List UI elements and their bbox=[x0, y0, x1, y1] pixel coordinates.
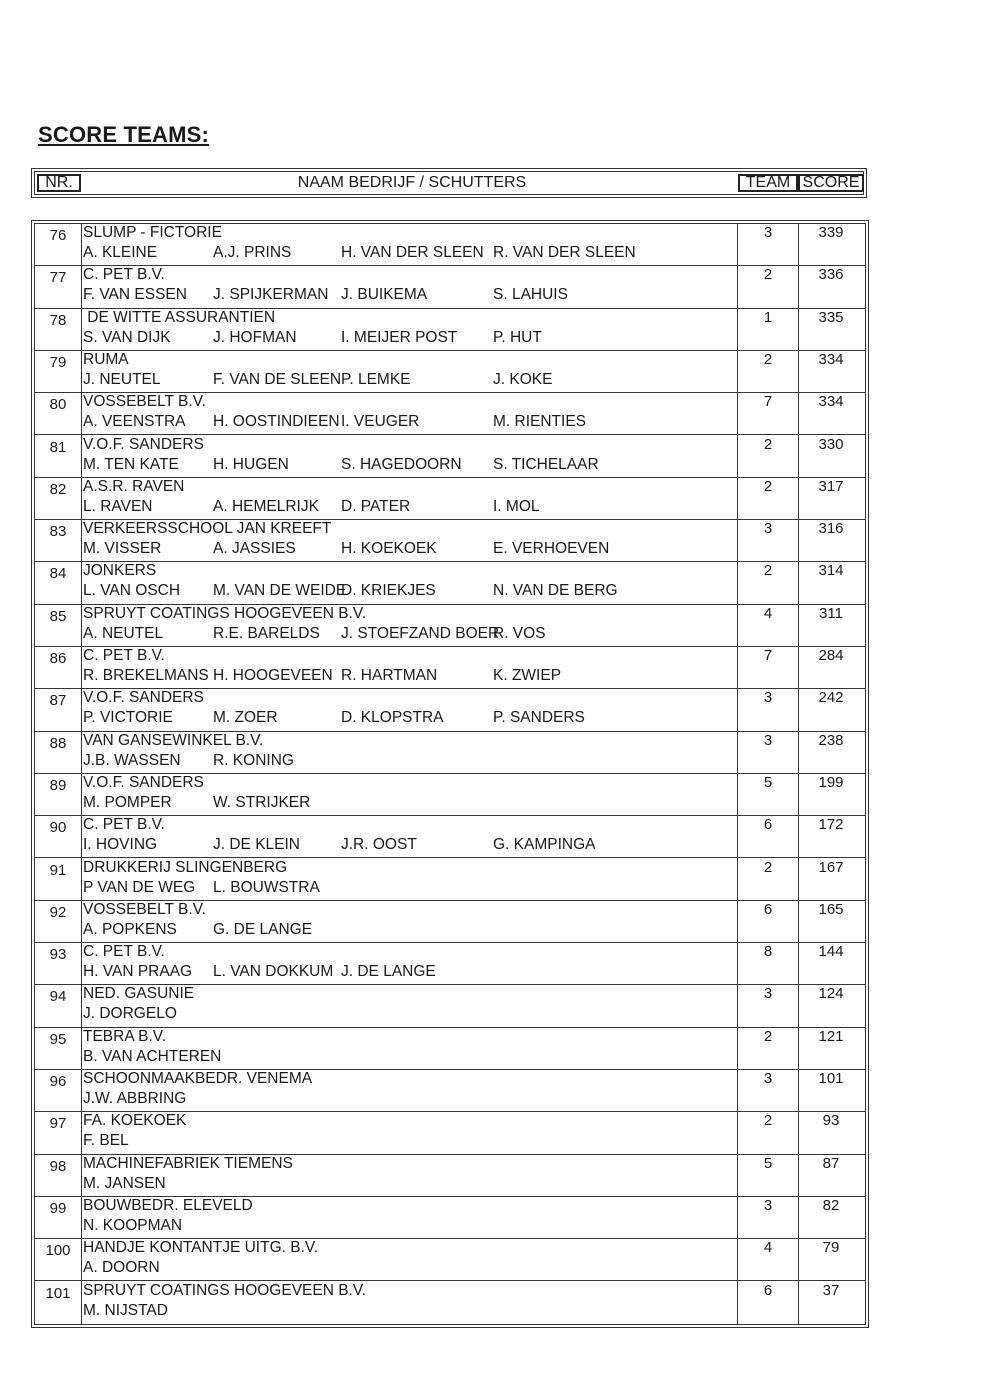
row-score: 330 bbox=[818, 435, 844, 453]
row-score: 144 bbox=[818, 943, 844, 961]
player-name: I. MEIJER POST bbox=[341, 328, 458, 346]
row-players bbox=[83, 921, 738, 942]
player-name: M. ZOER bbox=[213, 709, 278, 727]
row-team: 2 bbox=[763, 858, 773, 876]
row-company: RUMA bbox=[83, 350, 129, 368]
header-name: NAAM BEDRIJF / SCHUTTERS bbox=[297, 174, 527, 191]
table-row bbox=[35, 436, 865, 478]
player-name: R. KONING bbox=[213, 751, 294, 769]
player-name: M. VAN DE WEIDE bbox=[213, 582, 347, 600]
row-players bbox=[83, 329, 738, 350]
row-nr: 97 bbox=[49, 1115, 67, 1133]
row-company: NED. GASUNIE bbox=[83, 985, 195, 1003]
row-score: 335 bbox=[818, 308, 844, 326]
row-nr: 88 bbox=[49, 734, 67, 752]
player-name: A. POPKENS bbox=[83, 920, 177, 938]
player-name: F. VAN DE SLEEN bbox=[213, 370, 342, 388]
row-team: 8 bbox=[763, 943, 773, 961]
player-name: P. HUT bbox=[493, 328, 542, 346]
row-score: 93 bbox=[822, 1112, 840, 1130]
table-row bbox=[35, 732, 865, 774]
row-score: 121 bbox=[818, 1027, 844, 1045]
row-score: 311 bbox=[819, 604, 843, 622]
player-name: A. JASSIES bbox=[213, 540, 296, 558]
row-score: 37 bbox=[822, 1281, 840, 1299]
row-team: 7 bbox=[763, 647, 773, 664]
row-team: 5 bbox=[763, 1154, 773, 1172]
row-score: 124 bbox=[818, 985, 844, 1003]
row-players bbox=[83, 667, 738, 688]
player-name: F. VAN ESSEN bbox=[83, 286, 187, 304]
player-name: W. STRIJKER bbox=[213, 793, 311, 811]
row-company: C. PET B.V. bbox=[83, 816, 165, 834]
row-nr: 87 bbox=[49, 692, 67, 710]
row-company: MACHINEFABRIEK TIEMENS bbox=[83, 1154, 293, 1172]
row-score: 336 bbox=[818, 266, 844, 284]
player-name: J.R. OOST bbox=[341, 836, 417, 854]
player-name: I. VEUGER bbox=[341, 413, 420, 431]
row-score: 199 bbox=[818, 773, 844, 791]
row-nr: 79 bbox=[49, 353, 67, 371]
row-nr: 82 bbox=[49, 480, 67, 498]
row-company: VOSSEBELT B.V. bbox=[83, 393, 206, 411]
table-row bbox=[35, 605, 865, 647]
player-name: A.J. PRINS bbox=[213, 244, 292, 261]
table-row bbox=[35, 393, 865, 435]
row-company: SCHOONMAAKBEDR. VENEMA bbox=[83, 1070, 313, 1087]
header-score: SCORE bbox=[798, 174, 864, 192]
table-row bbox=[35, 1070, 865, 1112]
row-players bbox=[83, 794, 738, 815]
row-company: VOSSEBELT B.V. bbox=[83, 900, 206, 918]
row-team: 2 bbox=[763, 350, 773, 368]
row-company: VAN GANSEWINKEL B.V. bbox=[83, 731, 264, 749]
row-team: 3 bbox=[763, 985, 773, 1003]
row-players bbox=[83, 963, 738, 984]
player-name: D. PATER bbox=[341, 497, 411, 515]
row-nr: 76 bbox=[49, 227, 67, 244]
player-name: J.W. ABBRING bbox=[83, 1090, 187, 1107]
row-nr: 83 bbox=[49, 523, 67, 541]
player-name: J. BUIKEMA bbox=[341, 286, 428, 304]
row-score: 238 bbox=[818, 731, 844, 749]
row-score: 316 bbox=[818, 520, 844, 538]
player-name: S. TICHELAAR bbox=[493, 455, 599, 473]
row-team: 2 bbox=[763, 435, 773, 453]
row-score: 82 bbox=[822, 1196, 840, 1214]
player-name: H. OOSTINDIEEN bbox=[213, 413, 340, 431]
row-company: FA. KOEKOEK bbox=[83, 1112, 187, 1130]
player-name: P. LEMKE bbox=[341, 370, 411, 388]
player-name: J. NEUTEL bbox=[83, 370, 161, 388]
row-players bbox=[83, 879, 738, 900]
player-name: D. KLOPSTRA bbox=[341, 709, 444, 727]
player-name: G. DE LANGE bbox=[213, 920, 313, 938]
player-name: H. HUGEN bbox=[213, 455, 289, 473]
player-name: J. STOEFZAND BOER bbox=[341, 624, 500, 642]
player-name: R. VAN DER SLEEN bbox=[493, 244, 636, 261]
player-name: I. MOL bbox=[493, 497, 540, 515]
player-name: K. ZWIEP bbox=[493, 667, 562, 684]
row-team: 3 bbox=[763, 1196, 773, 1214]
player-name: N. KOOPMAN bbox=[83, 1216, 183, 1234]
row-team: 3 bbox=[763, 224, 773, 241]
row-team: 4 bbox=[763, 1239, 773, 1257]
row-players bbox=[83, 1048, 738, 1069]
row-players bbox=[83, 1217, 738, 1238]
row-players bbox=[83, 498, 738, 519]
table-header bbox=[31, 168, 867, 198]
player-name: E. VERHOEVEN bbox=[493, 540, 610, 558]
row-company: V.O.F. SANDERS bbox=[83, 773, 204, 791]
row-score: 167 bbox=[818, 858, 844, 876]
table-row bbox=[35, 647, 865, 689]
row-score: 87 bbox=[822, 1154, 840, 1172]
player-name: I. HOVING bbox=[83, 836, 158, 854]
score-table bbox=[31, 220, 869, 1328]
player-name: S. HAGEDOORN bbox=[341, 455, 462, 473]
row-nr: 94 bbox=[49, 988, 67, 1006]
table-row bbox=[35, 1239, 865, 1281]
player-name: M. NIJSTAD bbox=[83, 1301, 168, 1319]
row-score: 317 bbox=[818, 477, 844, 495]
row-team: 6 bbox=[763, 816, 773, 834]
table-row bbox=[35, 520, 865, 562]
row-nr: 99 bbox=[49, 1199, 67, 1217]
table-header-inner bbox=[34, 171, 864, 195]
row-company: HANDJE KONTANTJE UITG. B.V. bbox=[83, 1239, 319, 1257]
row-nr: 86 bbox=[49, 650, 67, 667]
player-name: J. DORGELO bbox=[83, 1005, 177, 1023]
row-score: 242 bbox=[818, 689, 844, 707]
player-name: S. LAHUIS bbox=[493, 286, 568, 304]
player-name: M. POMPER bbox=[83, 793, 172, 811]
row-players bbox=[83, 1175, 738, 1196]
row-score: 334 bbox=[818, 393, 844, 411]
row-company: SPRUYT COATINGS HOOGEVEEN B.V. bbox=[83, 604, 367, 622]
table-row bbox=[35, 478, 865, 520]
row-nr: 96 bbox=[49, 1073, 67, 1090]
row-players bbox=[83, 1259, 738, 1280]
row-score: 79 bbox=[822, 1239, 840, 1257]
row-players bbox=[83, 540, 738, 561]
player-name: R.E. BARELDS bbox=[213, 624, 320, 642]
player-name: A. VEENSTRA bbox=[83, 413, 186, 431]
row-players bbox=[83, 625, 738, 646]
player-name: J. KOKE bbox=[493, 370, 553, 388]
row-company: C. PET B.V. bbox=[83, 943, 165, 961]
row-players bbox=[83, 1005, 738, 1026]
row-nr: 98 bbox=[49, 1157, 67, 1175]
row-company: DRUKKERIJ SLINGENBERG bbox=[83, 858, 288, 876]
table-row bbox=[35, 1112, 865, 1154]
row-nr: 91 bbox=[49, 861, 67, 879]
row-company: VERKEERSSCHOOL JAN KREEFT bbox=[83, 520, 332, 538]
row-score: 339 bbox=[818, 224, 844, 241]
row-players bbox=[83, 709, 738, 730]
row-team: 3 bbox=[763, 689, 773, 707]
row-players bbox=[83, 836, 738, 857]
player-name: J. DE LANGE bbox=[341, 963, 436, 981]
table-row bbox=[35, 351, 865, 393]
row-team: 6 bbox=[763, 1281, 773, 1299]
row-players bbox=[83, 244, 738, 265]
header-team: TEAM bbox=[738, 174, 798, 192]
table-row bbox=[35, 1155, 865, 1197]
player-name: A. NEUTEL bbox=[83, 624, 164, 642]
player-name: A. DOORN bbox=[83, 1259, 160, 1277]
row-nr: 81 bbox=[49, 438, 67, 456]
player-name: H. VAN DER SLEEN bbox=[341, 244, 484, 261]
row-players bbox=[83, 1090, 738, 1111]
row-score: 165 bbox=[818, 900, 844, 918]
player-name: M. VISSER bbox=[83, 540, 162, 558]
row-company: A.S.R. RAVEN bbox=[83, 477, 185, 495]
player-name: H. HOOGEVEEN bbox=[213, 667, 333, 684]
player-name: P. SANDERS bbox=[493, 709, 585, 727]
row-team: 2 bbox=[763, 477, 773, 495]
row-company: SLUMP - FICTORIE bbox=[83, 224, 222, 241]
row-score: 314 bbox=[818, 562, 844, 580]
row-company: C. PET B.V. bbox=[83, 266, 165, 284]
table-row bbox=[35, 266, 865, 308]
row-nr: 100 bbox=[45, 1242, 71, 1260]
player-name: B. VAN ACHTEREN bbox=[83, 1047, 222, 1065]
score-table-body bbox=[34, 223, 866, 1325]
player-name: J. HOFMAN bbox=[213, 328, 297, 346]
row-nr: 84 bbox=[49, 565, 67, 583]
table-row bbox=[35, 901, 865, 943]
player-name: P. VICTORIE bbox=[83, 709, 173, 727]
row-players bbox=[83, 752, 738, 773]
table-row bbox=[35, 1282, 865, 1324]
player-name: D. KRIEKJES bbox=[341, 582, 436, 600]
player-name: G. KAMPINGA bbox=[493, 836, 596, 854]
row-team: 6 bbox=[763, 900, 773, 918]
table-row bbox=[35, 859, 865, 901]
row-company: BOUWBEDR. ELEVELD bbox=[83, 1196, 253, 1214]
row-players bbox=[83, 413, 738, 434]
row-players bbox=[83, 371, 738, 392]
row-team: 7 bbox=[763, 393, 773, 411]
row-nr: 80 bbox=[49, 396, 67, 414]
player-name: S. VAN DIJK bbox=[83, 328, 171, 346]
table-row bbox=[35, 985, 865, 1027]
row-company: JONKERS bbox=[83, 562, 157, 580]
player-name: R. HARTMAN bbox=[341, 667, 438, 684]
player-name: M. JANSEN bbox=[83, 1174, 166, 1192]
row-nr: 95 bbox=[49, 1030, 67, 1048]
row-nr: 92 bbox=[49, 903, 67, 921]
player-name: R. BREKELMANS bbox=[83, 667, 209, 684]
row-team: 3 bbox=[763, 520, 773, 538]
row-company: SPRUYT COATINGS HOOGEVEEN B.V. bbox=[83, 1281, 367, 1299]
table-row bbox=[35, 943, 865, 985]
row-players bbox=[83, 1132, 738, 1153]
player-name: A. KLEINE bbox=[83, 244, 158, 261]
row-company: TEBRA B.V. bbox=[83, 1027, 166, 1045]
row-nr: 89 bbox=[49, 776, 67, 794]
player-name: J.B. WASSEN bbox=[83, 751, 181, 769]
player-name: M. RIENTIES bbox=[493, 413, 587, 431]
player-name: H. VAN PRAAG bbox=[83, 963, 193, 981]
row-company: V.O.F. SANDERS bbox=[83, 435, 204, 453]
table-row bbox=[35, 309, 865, 351]
row-nr: 78 bbox=[49, 311, 67, 329]
row-team: 1 bbox=[763, 308, 773, 326]
row-company: DE WITTE ASSURANTIEN bbox=[83, 308, 276, 326]
table-row bbox=[35, 224, 865, 266]
row-team: 2 bbox=[763, 1027, 773, 1045]
page-title: SCORE TEAMS: bbox=[38, 122, 210, 147]
row-nr: 90 bbox=[49, 819, 67, 837]
row-score: 101 bbox=[818, 1070, 844, 1087]
table-row bbox=[35, 1197, 865, 1239]
row-players bbox=[83, 456, 738, 477]
player-name: M. TEN KATE bbox=[83, 455, 179, 473]
row-score: 334 bbox=[818, 350, 844, 368]
table-row bbox=[35, 774, 865, 816]
header-nr: NR. bbox=[37, 174, 81, 192]
row-nr: 77 bbox=[49, 269, 67, 287]
player-name: L. VAN DOKKUM bbox=[213, 963, 334, 981]
player-name: P VAN DE WEG bbox=[83, 878, 196, 896]
row-team: 5 bbox=[763, 773, 773, 791]
player-name: F. BEL bbox=[83, 1132, 129, 1150]
player-name: J. SPIJKERMAN bbox=[213, 286, 329, 304]
row-team: 3 bbox=[763, 731, 773, 749]
player-name: L. VAN OSCH bbox=[83, 582, 181, 600]
row-players bbox=[83, 286, 738, 307]
player-name: R. VOS bbox=[493, 624, 546, 642]
row-nr: 85 bbox=[49, 607, 67, 625]
row-team: 3 bbox=[763, 1070, 773, 1087]
row-team: 2 bbox=[763, 266, 773, 284]
table-row bbox=[35, 689, 865, 731]
row-players bbox=[83, 1302, 738, 1323]
row-team: 2 bbox=[763, 562, 773, 580]
row-team: 4 bbox=[763, 604, 773, 622]
player-name: J. DE KLEIN bbox=[213, 836, 300, 854]
player-name: L. RAVEN bbox=[83, 497, 153, 515]
row-company: V.O.F. SANDERS bbox=[83, 689, 204, 707]
row-score: 172 bbox=[818, 816, 844, 834]
player-name: N. VAN DE BERG bbox=[493, 582, 618, 600]
row-players bbox=[83, 582, 738, 603]
row-score: 284 bbox=[818, 647, 844, 664]
player-name: H. KOEKOEK bbox=[341, 540, 437, 558]
row-team: 2 bbox=[763, 1112, 773, 1130]
row-nr: 93 bbox=[49, 946, 67, 964]
player-name: L. BOUWSTRA bbox=[213, 878, 320, 896]
table-row bbox=[35, 1028, 865, 1070]
row-company: C. PET B.V. bbox=[83, 647, 165, 664]
row-nr: 101 bbox=[45, 1284, 71, 1302]
player-name: A. HEMELRIJK bbox=[213, 497, 319, 515]
table-row bbox=[35, 562, 865, 604]
table-row bbox=[35, 816, 865, 858]
